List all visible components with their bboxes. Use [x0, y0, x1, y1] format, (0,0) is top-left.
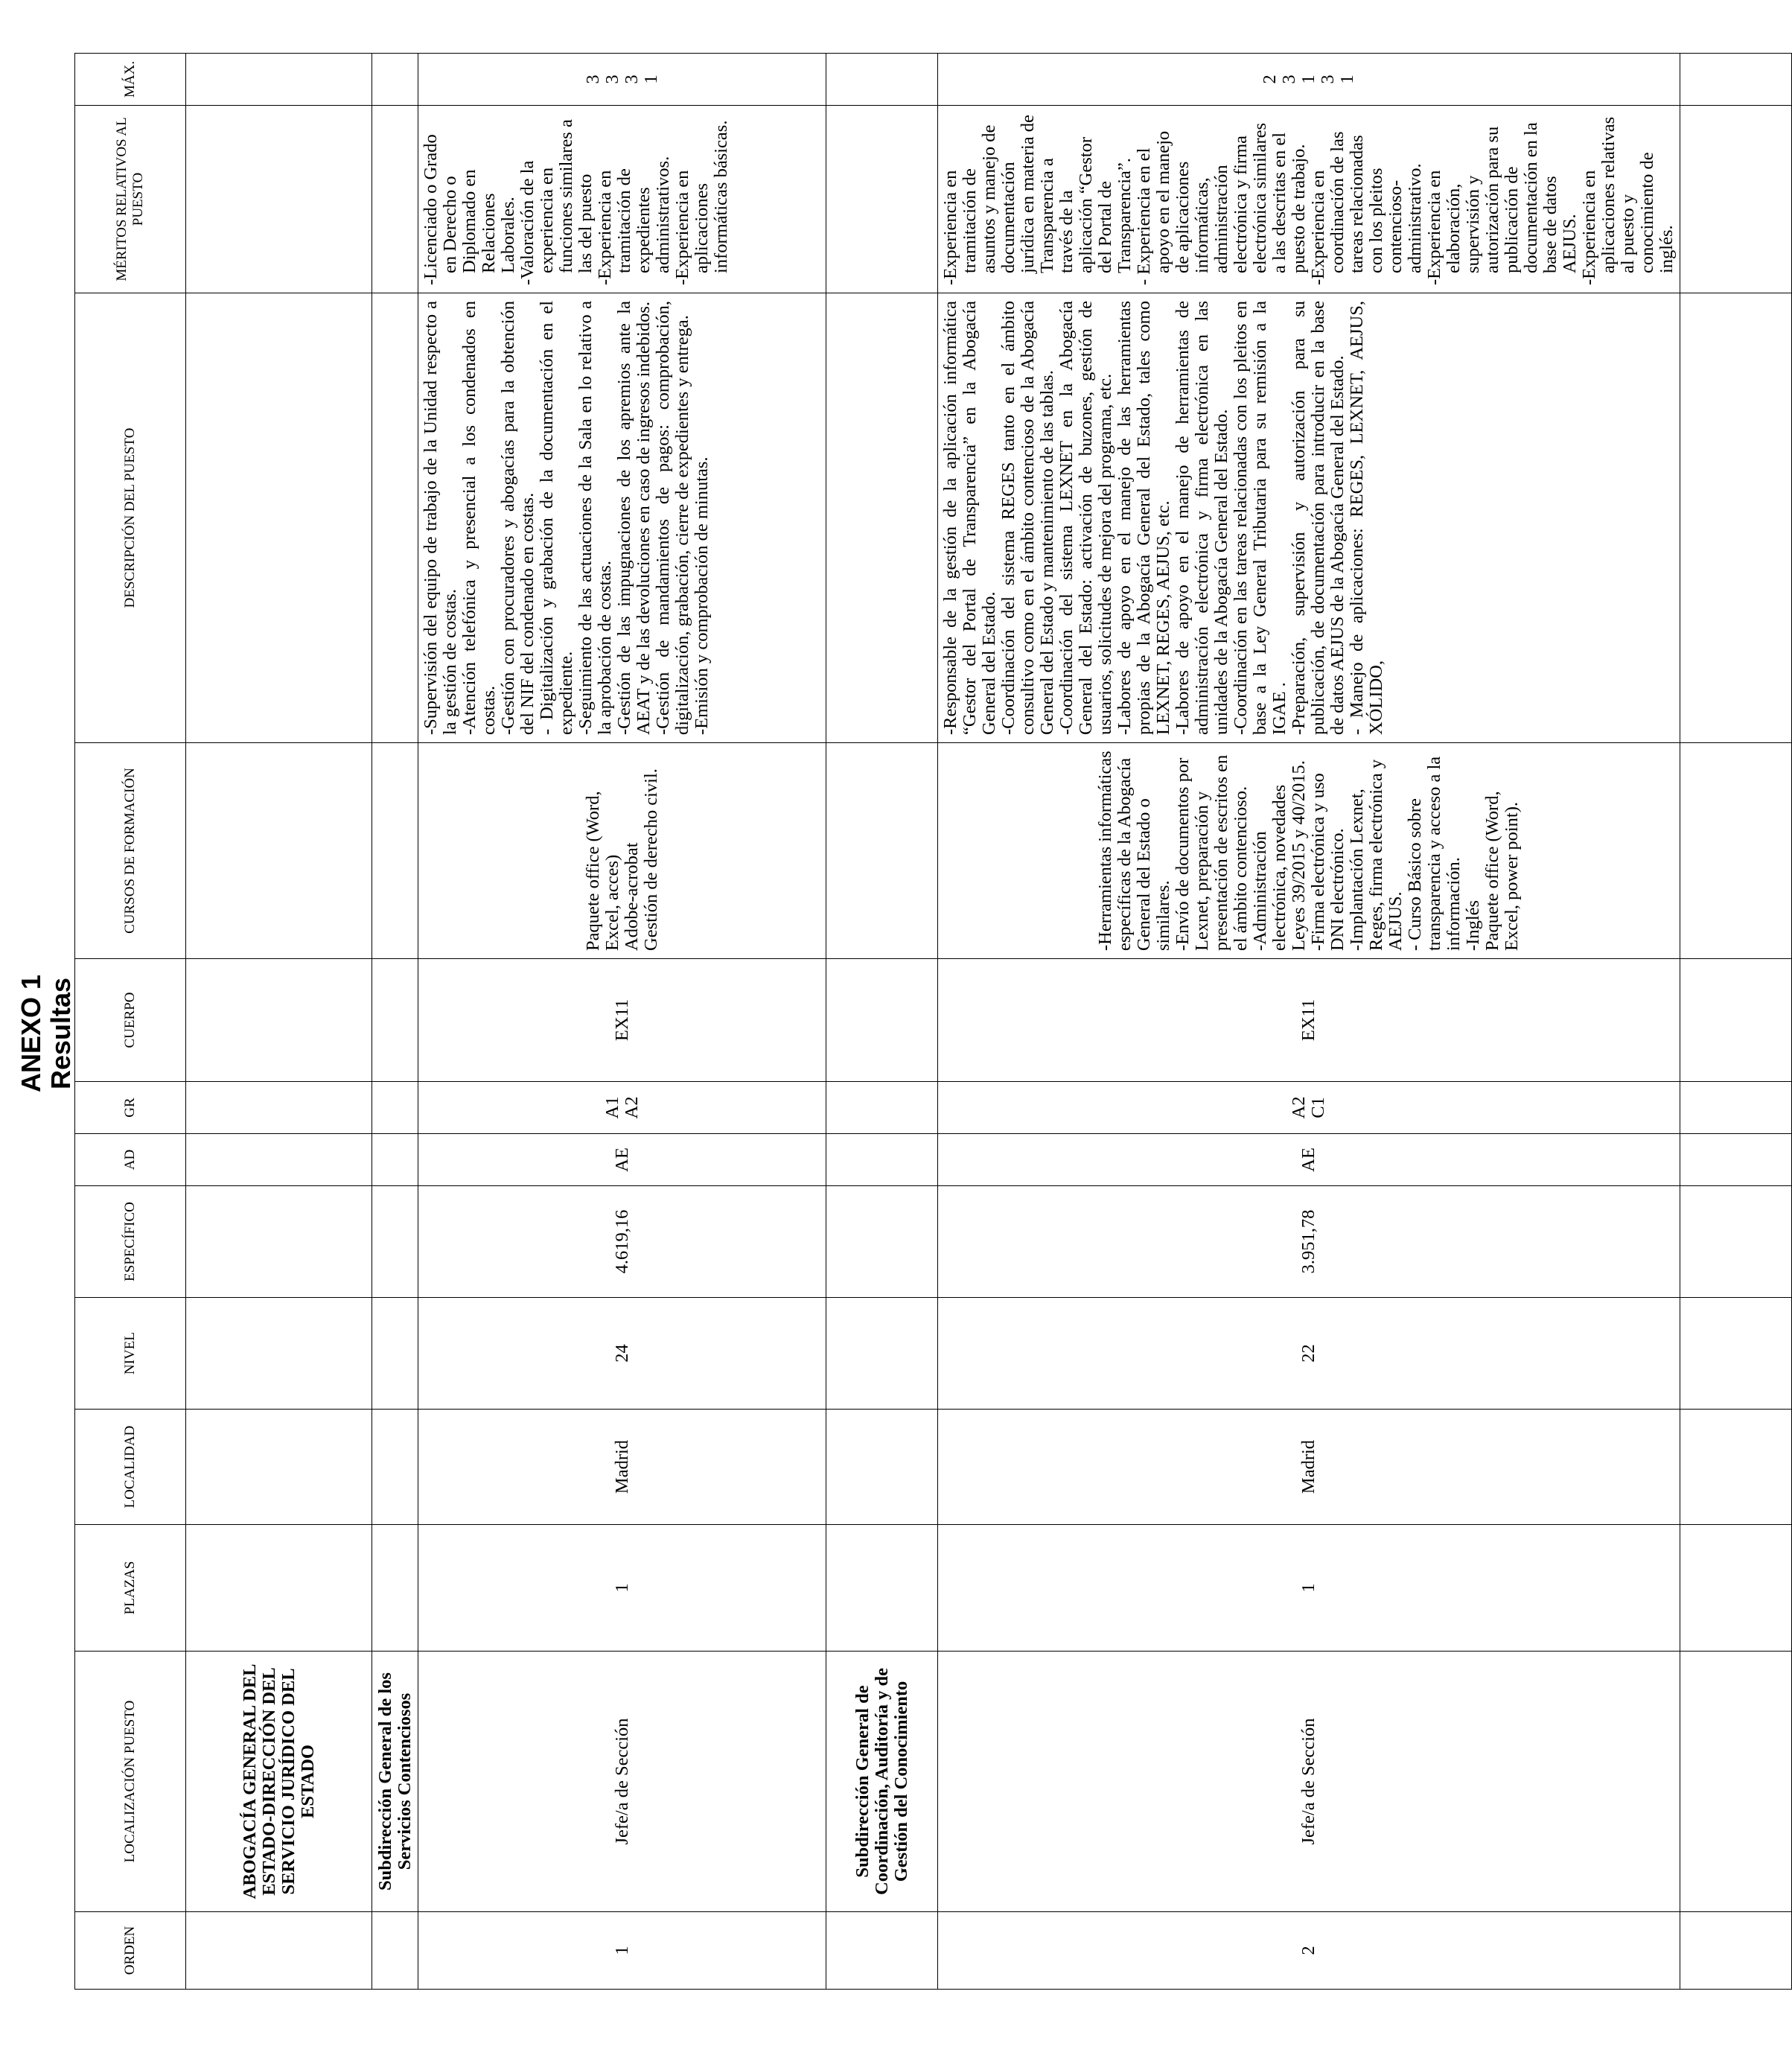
document-title: ANEXO 1: [16, 974, 46, 1093]
cell-gr: A1 A2: [418, 1082, 826, 1134]
cell-ad: AE: [938, 1134, 1680, 1186]
header-cursos: CURSOS DE FORMACIÓN: [75, 743, 186, 959]
table-row: [938, 54, 1680, 1990]
subdireccion-name: Subdirección General de Coordinación, Auditoría y de Gestión del Conocimiento: [826, 1652, 938, 1912]
header-row: [75, 54, 186, 1990]
header-meritos: MÉRITOS RELATIVOS AL PUESTO: [75, 106, 186, 293]
cell-puesto: Jefe/a de Sección: [418, 1652, 826, 1912]
empty-row: [1680, 54, 1792, 1990]
cell-max: 2 3 1 3 1: [938, 54, 1680, 106]
cell-plazas: 1: [418, 1525, 826, 1652]
header-especifico: ESPECÍFICO: [75, 1186, 186, 1298]
cell-ad: AE: [418, 1134, 826, 1186]
header-ad: AD: [75, 1134, 186, 1186]
cell-puesto: Jefe/a de Sección: [938, 1652, 1680, 1912]
header-max: MÁX.: [75, 54, 186, 106]
cell-localidad: Madrid: [938, 1410, 1680, 1525]
cell-descripcion: -Supervisión del equipo de trabajo de la Unidad respecto a la gestión de costas. -Atención telefónica y presencial a los condenados en costas. -Gestión con procuradores y abogacías para la obtención del NIF del condenado en costas. - Digitalización y grabación de la documentación en el expediente. -Seguimiento de las actuaciones de la Sala en lo relativo a la aprobación de costas. -Gestión de las impugnaciones de los apremios ante la AEAT y de las devoluciones en caso de ingresos indebidos. -Gestión de mandamientos de pagos: comprobación, digitalización, grabación, cierre de expedientes y entrega. -Emisión y comprobación de minutas.: [418, 293, 826, 743]
cell-meritos: -Licenciado o Grado en Derecho o Diplomado en Relaciones Laborales. -Valoración de la experiencia en funciones similares a las del puesto -Experiencia en tramitación de expedientes administrativos. -Experiencia en aplicaciones informáticas básicas.: [418, 106, 826, 293]
cell-meritos: -Experiencia en tramitación de asuntos y manejo de documentación jurídica en materia de Transparencia a través de la aplicación “Gestor del Portal de Transparencia”. - Experiencia en el apoyo en el manejo de aplicaciones informáticas, administración electrónica y firma electrónica similares a las descritas en el puesto de trabajo. -Experiencia en coordinación de las tareas relacionadas con los pleitos contencioso-administrativo. -Experiencia en elaboración, supervisión y autorización para su publicación de documentación en la base de datos AEJUS. -Experiencia en aplicaciones relativas al puesto y conocimiento de inglés.: [938, 106, 1680, 293]
document-subtitle: Resultas: [45, 977, 76, 1090]
cell-especifico: 4.619,16: [418, 1186, 826, 1298]
header-localidad: LOCALIDAD: [75, 1410, 186, 1525]
header-nivel: NIVEL: [75, 1298, 186, 1410]
cell-cuerpo: EX11: [418, 959, 826, 1082]
subdireccion-row: [372, 54, 418, 1990]
header-localizacion: LOCALIZACIÓN PUESTO: [75, 1652, 186, 1912]
header-gr: GR: [75, 1082, 186, 1134]
table-row: [418, 54, 826, 1990]
subdireccion-name: Subdirección General de los Servicios Contenciosos: [372, 1652, 418, 1912]
cell-cursos: Paquete office (Word, Excel, acces) Adobe-acrobat Gestión de derecho civil.: [418, 743, 826, 959]
cell-cuerpo: EX11: [938, 959, 1680, 1082]
cell-nivel: 24: [418, 1298, 826, 1410]
anexo-table: [74, 53, 1792, 1990]
subdireccion-row: [826, 54, 938, 1990]
header-cuerpo: CUERPO: [75, 959, 186, 1082]
header-orden: ORDEN: [75, 1912, 186, 1990]
cell-plazas: 1: [938, 1525, 1680, 1652]
cell-especifico: 3.951,78: [938, 1186, 1680, 1298]
cell-localidad: Madrid: [418, 1410, 826, 1525]
cell-nivel: 22: [938, 1298, 1680, 1410]
org-name: ABOGACÍA GENERAL DEL ESTADO-DIRECCIÓN DEL SERVICIO JURÍDICO DEL ESTADO: [186, 1652, 372, 1912]
cell-descripcion: -Responsable de la gestión de la aplicación informática “Gestor del Portal de Transparencia” en la Abogacía General del Estado. -Coordinación del sistema REGES tanto en el ámbito consultivo como en el ámbito contencioso de la Abogacía General del Estado y mantenimiento de las tablas. -Coordinación del sistema LEXNET en la Abogacía General del Estado: activación de buzones, gestión de usuarios, solicitudes de mejora del programa, etc. -Labores de apoyo en el manejo de las herramientas propias de la Abogacía General del Estado, tales como LEXNET, REGES, AEJUS, etc. -Labores de apoyo en el manejo de herramientas de administración electrónica y firma electrónica en las unidades de la Abogacía General del Estado. -Coordinación en las tareas relacionadas con los pleitos en base a la Ley General Tributaria para su remisión a la IGAE . -Preparación, supervisión y autorización para su publicación, de documentación para introducir en la base de datos AEJUS de la Abogacía General del Estado. - Manejo de aplicaciones: REGES, LEXNET, AEJUS, XÓLIDO,: [938, 293, 1680, 743]
cell-max: 3 3 3 1: [418, 54, 826, 106]
cell-orden: 1: [418, 1912, 826, 1990]
org-row: [186, 54, 372, 1990]
cell-cursos: -Herramientas informáticas específicas de la Abogacía General del Estado o similares. -Envío de documentos por Lexnet, preparación y presentación de escritos en el ámbito contencioso. -Administración electrónica, novedades Leyes 39/2015 y 40/2015. -Firma electrónica y uso DNI electrónico. -Implantación Lexnet, Reges, firma electrónica y AEJUS. - Curso Básico sobre transparencia y acceso a la información. -Inglés Paquete office (Word, Excel, power point).: [938, 743, 1680, 959]
header-descripcion: DESCRIPCIÓN DEL PUESTO: [75, 293, 186, 743]
cell-orden: 2: [938, 1912, 1680, 1990]
header-plazas: PLAZAS: [75, 1525, 186, 1652]
cell-gr: A2 C1: [938, 1082, 1680, 1134]
